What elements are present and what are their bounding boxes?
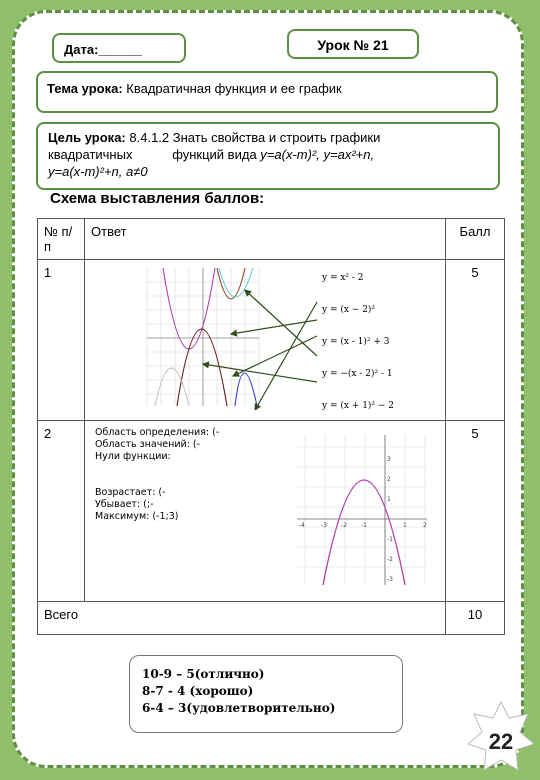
lesson-goal-box bbox=[36, 122, 500, 190]
graph-legend bbox=[321, 273, 394, 410]
lesson-number-badge bbox=[287, 29, 419, 59]
goal-formula-2: y=ax²+n, bbox=[323, 147, 375, 162]
x-tick: -4 bbox=[299, 522, 305, 529]
parabola-graph bbox=[85, 421, 429, 591]
page-number-badge bbox=[468, 700, 534, 778]
axis-ticks bbox=[299, 456, 427, 583]
header-num: № п/п bbox=[38, 219, 85, 260]
row-number: 1 bbox=[38, 260, 85, 421]
legend-item-1: y = x² - 2 bbox=[322, 273, 364, 283]
y-tick: 3 bbox=[387, 456, 391, 463]
x-tick: -2 bbox=[341, 522, 347, 529]
property-maximum: Максимум: (-1;3) bbox=[95, 511, 179, 522]
x-tick: 1 bbox=[403, 522, 407, 529]
y-tick: -1 bbox=[387, 536, 393, 543]
goal-formula-1: y=a(x-m)², bbox=[260, 147, 320, 162]
lesson-topic-box bbox=[36, 71, 498, 113]
legend-item-2: y = (x − 2)² bbox=[322, 305, 376, 315]
legend-item-5: y = (x + 1)² − 2 bbox=[322, 401, 395, 410]
page-number: 22 bbox=[488, 729, 514, 754]
total-score: 10 bbox=[446, 602, 505, 635]
legend-item-3: y = (x - 1)² + 3 bbox=[322, 337, 390, 347]
answer-cell-graphs bbox=[85, 260, 446, 421]
property-zeros: Нули функции: bbox=[95, 451, 171, 462]
answer-cell-properties bbox=[85, 421, 446, 602]
goal-text-line2b: функций вида bbox=[172, 147, 257, 162]
goal-text-line1: 8.4.1.2 Знать свойства и строить графики bbox=[129, 130, 381, 145]
lesson-label: Урок № 21 bbox=[317, 37, 389, 53]
x-tick: -3 bbox=[321, 522, 327, 529]
scoring-table bbox=[37, 218, 505, 635]
header-answer: Ответ bbox=[85, 219, 446, 260]
goal-text-line2a: квадратичных bbox=[48, 147, 133, 162]
table-header-row bbox=[38, 219, 505, 260]
y-tick: 2 bbox=[387, 476, 391, 483]
date-field[interactable] bbox=[52, 33, 186, 63]
goal-formula-3: y=a(x-m)²+n, a≠0 bbox=[48, 164, 148, 179]
row-score: 5 bbox=[446, 260, 505, 421]
property-range: Область значений: (- bbox=[95, 439, 201, 450]
y-tick: -3 bbox=[387, 576, 393, 583]
graphs-matching-figure bbox=[85, 260, 429, 410]
grade-line: 8-7 - 4 (хорошо) bbox=[142, 684, 254, 698]
table-row bbox=[38, 421, 505, 602]
topic-label: Тема урока: bbox=[47, 81, 123, 96]
y-tick: -2 bbox=[387, 556, 393, 563]
topic-text: Квадратичная функция и ее график bbox=[126, 81, 342, 96]
property-increasing: Возрастает: (- bbox=[95, 487, 166, 498]
date-label: Дата:______ bbox=[64, 42, 142, 57]
grading-scale-box bbox=[129, 655, 403, 733]
table-total-row bbox=[38, 602, 505, 635]
legend-item-4: y = −(x - 2)² - 1 bbox=[322, 369, 393, 379]
x-tick: -1 bbox=[361, 522, 367, 529]
total-label: Всего bbox=[38, 602, 446, 635]
row-number: 2 bbox=[38, 421, 85, 602]
grade-line: 6-4 – 3(удовлетворительно) bbox=[142, 701, 336, 715]
parabola-curve bbox=[323, 480, 405, 585]
scoring-scheme-title: Схема выставления баллов: bbox=[50, 190, 265, 207]
property-decreasing: Убывает: (;- bbox=[95, 499, 154, 510]
header-score: Балл bbox=[446, 219, 505, 260]
row-score: 5 bbox=[446, 421, 505, 602]
table-row bbox=[38, 260, 505, 421]
x-tick: 2 bbox=[423, 522, 427, 529]
goal-label: Цель урока: bbox=[48, 130, 126, 145]
y-tick: 1 bbox=[387, 496, 391, 503]
grade-line: 10-9 – 5(отлично) bbox=[142, 667, 265, 681]
property-domain: Область определения: (- bbox=[95, 427, 220, 438]
